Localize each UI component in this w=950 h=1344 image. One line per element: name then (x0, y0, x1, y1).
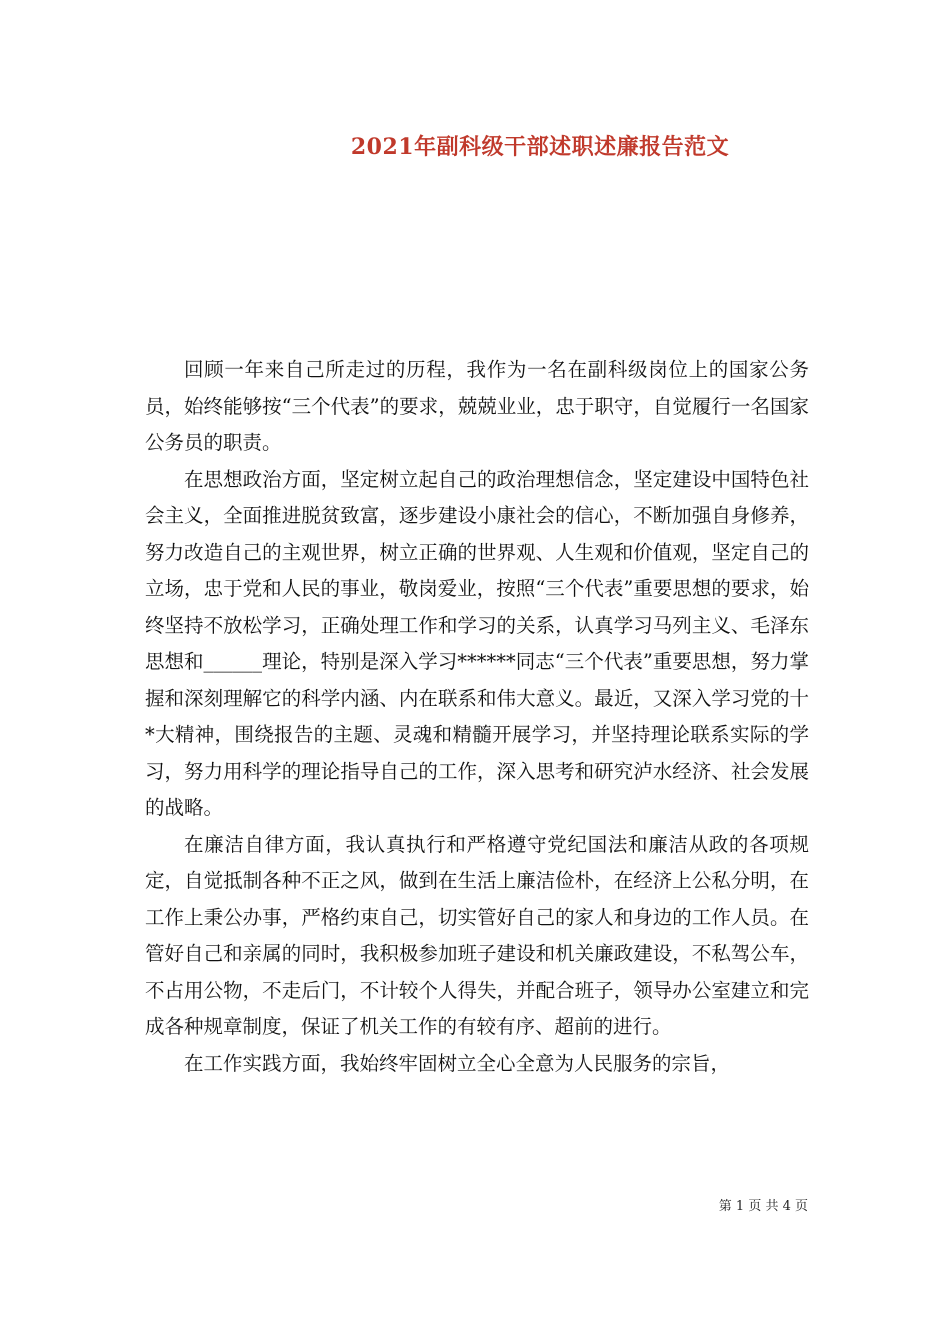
document-title: 2021年副科级干部述职述廉报告范文 (350, 134, 730, 160)
paragraph-work-practice: 在工作实践方面，我始终牢固树立全心全意为人民服务的宗旨， (184, 1051, 731, 1075)
paragraph-integrity: 在廉洁自律方面，我认真执行和严格遵守党纪国法和廉洁从政的各项规定，自觉抵制各种不正之风，做到在生活上廉洁俭朴，在经济上公私分明，在工作上秉公办事，严格约束自己，切实管好自己的家人和身边的工作人员。在管好自己和亲属的同时，我积极参加班子建设和机关廉政建设，不私驾公车，不占用公物，不走后门，不计较个人得失，并配合班子，领导办公室建立和完成各种规章制度，保证了机关工作的有较有序、超前的进行。 (145, 832, 809, 1038)
page-number-footer: 第 1 页 共 4 页 (718, 1199, 808, 1214)
paragraph-ideology: 在思想政治方面，坚定树立起自己的政治理想信念，坚定建设中国特色社会主义，全面推进脱贫致富，逐步建设小康社会的信心，不断加强自身修养，努力改造自己的主观世界，树立正确的世界观、人生观和价值观，坚定自己的立场，忠于党和人民的事业，敬岗爱业，按照“三个代表”重要思想的要求，始终坚持不放松学习，正确处理工作和学习的关系，认真学习马列主义、毛泽东思想和______理论，特别是深入学习******同志“三个代表”重要思想，努力掌握和深刻理解它的科学内涵、内在联系和伟大意义。最近，又深入学习党的十*大精神，围绕报告的主题、灵魂和精髓开展学习，并坚持理论联系实际的学习，努力用科学的理论指导自己的工作，深入思考和研究泸水经济、社会发展的战略。 (145, 467, 809, 819)
paragraph-review: 回顾一年来自己所走过的历程，我作为一名在副科级岗位上的国家公务员，始终能够按“三个代表”的要求，兢兢业业，忠于职守，自觉履行一名国家公务员的职责。 (145, 358, 809, 454)
document-body (145, 352, 809, 1082)
